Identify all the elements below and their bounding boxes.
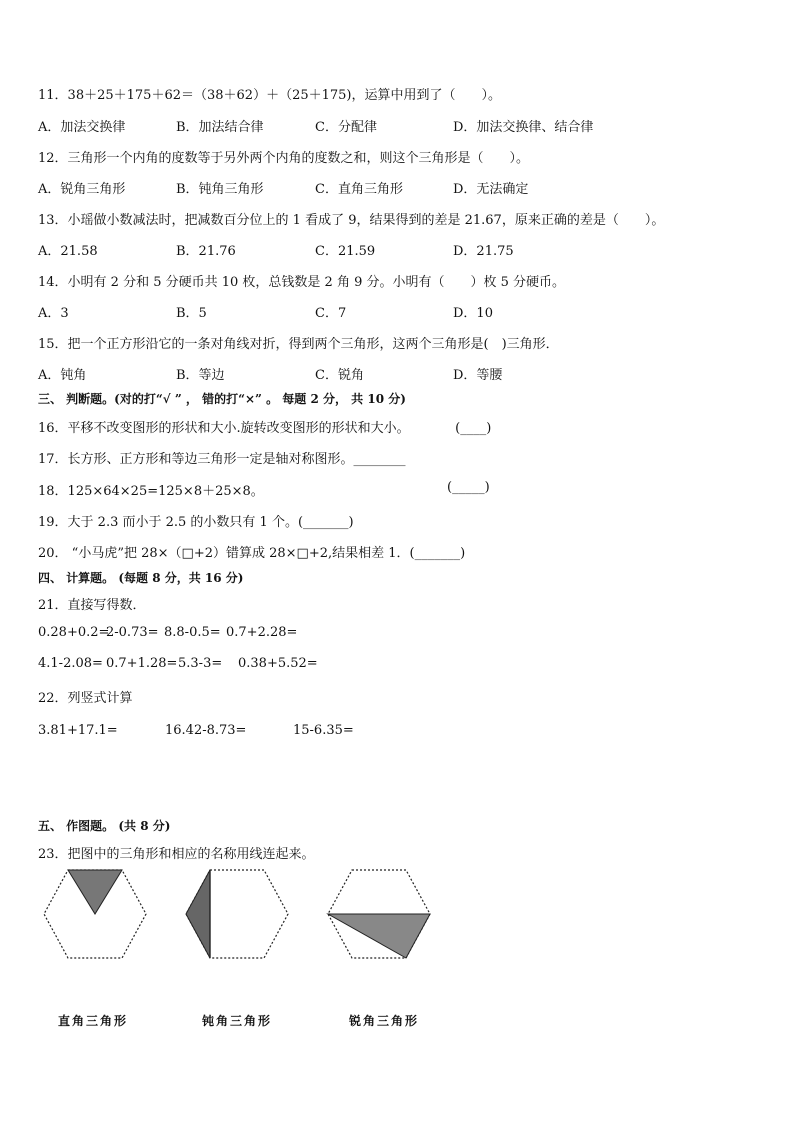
q18-answer-blank[interactable]: (_____)	[447, 480, 490, 495]
q13-stem: 13．小瑶做小数减法时，把减数百分位上的 1 看成了 9，结果得到的差是 21.67，原来正确的差是（ ）。	[38, 213, 665, 228]
q19-stem: 19．大于 2.3 而小于 2.5 的小数只有 1 个。(_______)	[38, 515, 354, 530]
q22-expr: 3.81+17.1=	[38, 723, 118, 738]
q13-option-b[interactable]: B．21.76	[176, 244, 236, 259]
q21-expr: 4.1-2.08=	[38, 656, 103, 671]
q12-option-c[interactable]: C．直角三角形	[315, 182, 403, 197]
q14-stem: 14．小明有 2 分和 5 分硬币共 10 枚，总钱数是 2 角 9 分。小明有（ ）枚 5 分硬币。	[38, 275, 566, 290]
label-obtuse-triangle[interactable]: 钝角三角形	[202, 1014, 273, 1028]
q22-row	[38, 723, 354, 738]
q15-option-d[interactable]: D．等腰	[453, 368, 503, 383]
q11-option-b[interactable]: B．加法结合律	[176, 120, 264, 135]
q21-expr: 0.7+2.28=	[226, 625, 298, 640]
q13-option-a[interactable]: A．21.58	[38, 244, 98, 259]
label-right-triangle[interactable]: 直角三角形	[58, 1014, 129, 1028]
q21-expr: 0.38+5.52=	[238, 656, 318, 671]
hexagon-figure-obtuse-triangle	[182, 866, 292, 961]
q21-expr: 8.8-0.5=	[164, 625, 221, 640]
hexagon-figure-right-triangle	[40, 866, 150, 961]
section-5-heading: 五、 作图题。 (共 8 分)	[38, 819, 171, 833]
q22-expr: 16.42-8.73=	[165, 723, 247, 738]
q21-expr: 0.7+1.28=	[106, 656, 178, 671]
q21-row-1	[38, 625, 297, 640]
q21-expr: 5.3-3=	[178, 656, 223, 671]
q14-option-a[interactable]: A．3	[38, 306, 69, 321]
q22-stem: 22．列竖式计算	[38, 691, 133, 706]
q14-option-d[interactable]: D．10	[453, 306, 493, 321]
section-3-heading: 三、 判断题。(对的打“√ ” ， 错的打“×” 。 每题 2 分， 共 10 分)	[38, 392, 406, 406]
q14-option-b[interactable]: B．5	[176, 306, 207, 321]
q18-stem: 18．125×64×25=125×8＋25×8。	[38, 484, 264, 499]
q12-option-b[interactable]: B．钝角三角形	[176, 182, 264, 197]
q11-option-a[interactable]: A．加法交换律	[38, 120, 126, 135]
q11-option-d[interactable]: D．加法交换律、结合律	[453, 120, 594, 135]
q12-stem: 12．三角形一个内角的度数等于另外两个内角的度数之和，则这个三角形是（ ）。	[38, 151, 530, 166]
q21-expr: 2-0.73=	[106, 625, 159, 640]
hexagon-figure-acute-triangle	[324, 866, 434, 961]
q11-option-c[interactable]: C．分配律	[315, 120, 377, 135]
q16-stem: 16．平移不改变图形的形状和大小.旋转改变图形的形状和大小。 (____)	[38, 421, 492, 436]
q23-stem: 23．把图中的三角形和相应的名称用线连起来。	[38, 847, 315, 862]
q15-stem: 15．把一个正方形沿它的一条对角线对折，得到两个三角形，这两个三角形是( )三角形．	[38, 337, 559, 352]
section-4-heading: 四、 计算题。 (每题 8 分，共 16 分)	[38, 571, 244, 585]
q13-option-d[interactable]: D．21.75	[453, 244, 514, 259]
q12-option-a[interactable]: A．锐角三角形	[38, 182, 126, 197]
q15-option-a[interactable]: A．钝角	[38, 368, 87, 383]
q21-stem: 21．直接写得数．	[38, 598, 146, 613]
label-acute-triangle[interactable]: 锐角三角形	[349, 1014, 420, 1028]
q21-expr: 0.28+0.2=	[38, 625, 110, 640]
q14-option-c[interactable]: C．7	[315, 306, 347, 321]
q22-expr: 15-6.35=	[293, 723, 354, 738]
q17-stem: 17．长方形、正方形和等边三角形一定是轴对称图形。________	[38, 452, 406, 467]
q11-stem: 11．38＋25＋175＋62＝（38＋62）＋（25＋175)，运算中用到了（ ）。	[38, 88, 501, 103]
q13-option-c[interactable]: C．21.59	[315, 244, 376, 259]
q20-stem: 20． “小马虎”把 28×（□+2）错算成 28×□+2,结果相差 1．(_______)	[38, 546, 466, 561]
q15-option-c[interactable]: C．锐角	[315, 368, 364, 383]
q12-option-d[interactable]: D．无法确定	[453, 182, 529, 197]
q15-option-b[interactable]: B．等边	[176, 368, 225, 383]
q21-row-2	[38, 656, 318, 671]
